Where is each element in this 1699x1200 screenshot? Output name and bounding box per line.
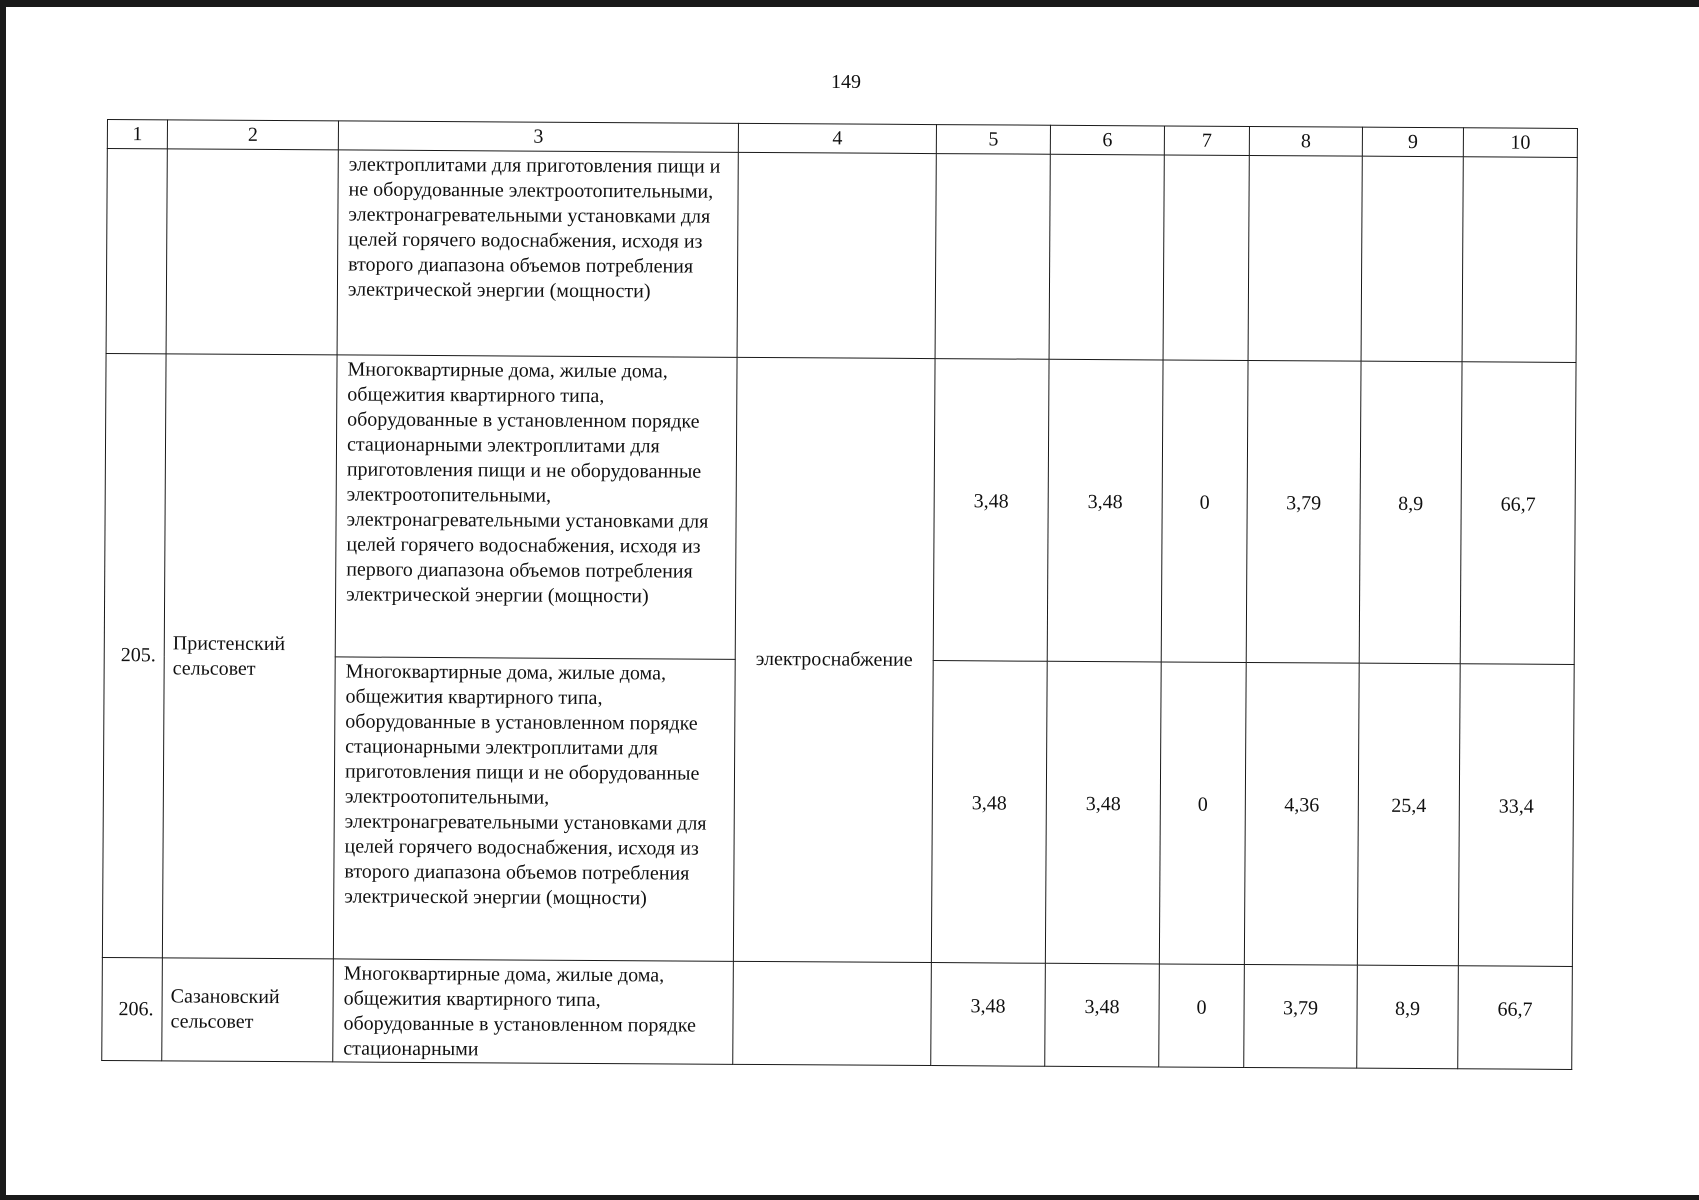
header-cell-7: 7 [1164,126,1249,156]
row-205b-c5-value: 3,48 [971,792,1007,815]
scan-border-bottom [0,1195,1699,1200]
row-205a-c8-value: 3,79 [1286,492,1322,515]
row-206-c5 [931,963,1046,1067]
row-205b-c5 [931,661,1047,964]
row-206-c8 [1244,964,1358,1068]
row-205b-c10 [1458,664,1574,967]
row-205b-description: Многоквартирные дома, жилые дома, общежития квартирного типа, оборудованные в установленном порядке стационарными электроплитами для приготовления пищи и не оборудованные электроотопительными, электронагревательными установками для целей горячего водоснабжения, исходя из второго диапазона объемов потребления электрической энергии (мощности) [333,657,735,961]
table-row-continued [106,149,1577,363]
scan-border-left [0,0,6,1200]
cell-index [106,149,167,354]
row-206-description: Многоквартирные дома, жилые дома, общежития квартирного типа, оборудованные в установленном порядке стационарными [333,959,734,1064]
row-205a-c8 [1246,360,1361,663]
row-205b-c8-value: 4,36 [1284,794,1320,817]
row-206-index: 206. [102,957,163,1060]
scan-border-top [0,0,1699,7]
row-205b-c8 [1244,662,1359,965]
row-206-service [733,961,932,1065]
row-205b-c6 [1045,661,1161,964]
row-205-name: Пристенский сельсовет [162,354,337,959]
row-205-index: 205. [102,353,166,957]
row-206-c8-value: 3,79 [1283,996,1319,1019]
row-206-c9-value: 8,9 [1395,997,1421,1020]
row-206-c6-value: 3,48 [1084,995,1120,1018]
cell-c5 [935,154,1050,360]
row-205a-c6-value: 3,48 [1087,490,1123,514]
row-206-c5-value: 3,48 [970,994,1006,1018]
tariff-table [101,119,1578,1070]
row-206-c9 [1357,965,1459,1069]
cell-service [737,152,936,358]
row-205-service: электроснабжение [733,357,935,962]
row-206-name: Сазановский сельсовет [162,958,334,1062]
row-206-c7 [1159,964,1245,1068]
cell-description: электроплитами для приготовления пищи и не оборудованные электроотопительными, электронагревательными установками для целей горячего водоснабжения, исходя из второго диапазона объемов потребления электрической энергии (мощности) [337,150,738,357]
row-205b-c10-value: 33,4 [1498,795,1534,818]
header-cell-1: 1 [107,120,167,149]
table-row-206 [102,957,1573,1069]
row-206-c6 [1045,963,1160,1067]
row-206-c10-value: 66,7 [1497,998,1533,1021]
table-row-205-a [104,353,1576,664]
cell-c9 [1361,156,1463,362]
row-205a-c7-value: 0 [1199,491,1210,514]
cell-c6 [1049,154,1164,360]
header-cell-5: 5 [936,125,1050,155]
header-cell-9: 9 [1362,127,1463,157]
row-205a-c5-value: 3,48 [973,490,1009,513]
row-205b-c7-value: 0 [1197,793,1208,816]
header-cell-3: 3 [338,121,738,152]
cell-c7 [1163,155,1249,361]
row-206-c10 [1458,966,1573,1070]
header-cell-6: 6 [1050,125,1164,155]
row-205b-c7 [1159,662,1246,965]
cell-c8 [1248,155,1362,361]
row-206-c7-value: 0 [1196,996,1207,1019]
header-cell-10: 10 [1463,128,1577,158]
row-205a-c10 [1460,362,1576,665]
row-205a-c10-value: 66,7 [1500,493,1536,516]
header-cell-4: 4 [738,123,936,153]
row-205b-c9 [1357,663,1460,966]
header-cell-8: 8 [1249,126,1362,156]
page-number: 149 [831,71,861,93]
cell-name [166,149,338,355]
row-205a-c9 [1359,361,1462,664]
row-205a-c6 [1047,359,1163,662]
row-205b-c9-value: 25,4 [1391,794,1427,818]
row-205a-c9-value: 8,9 [1398,492,1424,516]
row-205a-c5 [933,359,1049,662]
cell-c10 [1462,157,1577,363]
row-205a-c7 [1161,360,1248,663]
row-205b-c6-value: 3,48 [1085,792,1121,816]
row-205a-description: Многоквартирные дома, жилые дома, общежития квартирного типа, оборудованные в установленном порядке стационарными электроплитами для приготовления пищи и не оборудованные электроотопительными, электронагревательными установками для целей горячего водоснабжения, исходя из первого диапазона объемов потребления электрической энергии (мощности) [335,355,737,659]
header-cell-2: 2 [167,120,338,150]
